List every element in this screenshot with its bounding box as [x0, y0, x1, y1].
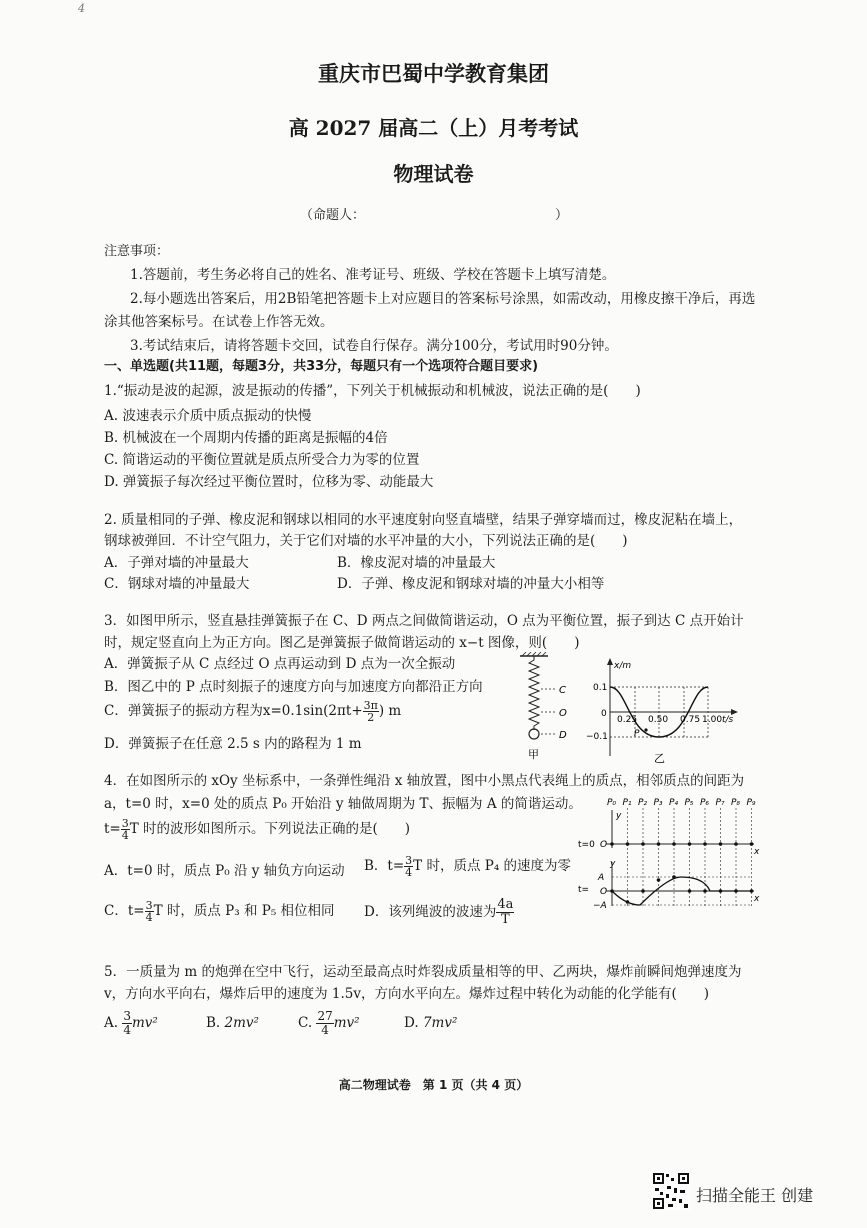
- particle-labels: [607, 798, 756, 808]
- row2-particle-dot: [610, 889, 614, 893]
- point-p-dot: [644, 728, 647, 731]
- note-item: 2.每小题选出答案后，用2B铅笔把答题卡上对应题目的答案标号涂黑，如需改动，用橡皮擦干净后，再选: [130, 291, 756, 307]
- q2-option-d: D．子弹、橡皮泥和钢球对墙的冲量大小相等: [337, 576, 605, 592]
- q2-option-c: C．钢球对墙的冲量最大: [104, 576, 250, 592]
- row2-x-label: x: [754, 894, 760, 904]
- fraction-numerator: 3π: [363, 699, 378, 712]
- row2-particle-dot: [688, 889, 692, 893]
- fraction: [316, 1010, 333, 1037]
- x-tick-4: 1.00: [702, 715, 723, 725]
- q4-t-eq: t=: [104, 821, 121, 837]
- q1-option-d: D. 弹簧振子每次经过平衡位置时，位移为零、动能最大: [104, 474, 434, 490]
- q3-phase-fraction: [363, 700, 379, 723]
- q4-option-d: [364, 898, 514, 927]
- note-item: 3.考试结束后，请将答题卡交回，试卷自行保存。满分100分，考试用时90分钟。: [130, 338, 618, 354]
- fraction-numerator: 4a: [497, 897, 514, 912]
- row2-particle-dot: [641, 889, 645, 893]
- fraction-denominator: 4: [123, 1023, 131, 1037]
- row1-particle-dot: [688, 842, 692, 846]
- q5-option-b: [206, 1012, 259, 1034]
- oscillator-ball: [529, 729, 539, 739]
- q4-figure-wave: [576, 796, 762, 914]
- option-letter: D.: [404, 1015, 419, 1031]
- row2-particle-dot: [672, 875, 676, 879]
- row2-particle-dot: [703, 889, 707, 893]
- row2-amp-neg: −A: [593, 901, 607, 911]
- graph-x-label: t/s: [722, 715, 734, 725]
- row1-x-label: x: [754, 847, 760, 857]
- q3-option-a: A．弹簧振子从 C 点经过 O 点再运动到 D 点为一次全振动: [104, 656, 456, 672]
- q4-stem-tail: T 时的波形如图所示。下列说法正确的是( ): [129, 821, 411, 837]
- q1-option-c: C. 简谐运动的平衡位置就是质点所受合力为零的位置: [104, 452, 420, 468]
- fraction-denominator: 4: [145, 911, 153, 924]
- row2-origin: O: [600, 887, 608, 897]
- row1-particle-dot: [750, 842, 754, 846]
- q2-stem-line1: 2. 质量相同的子弹、橡皮泥和钢球以相同的水平速度射向竖直墙壁，结果子弹穿墙而过，橡皮泥粘在墙上，: [104, 512, 743, 528]
- row2-particle-dot: [657, 878, 661, 882]
- particle-label-9: P₉: [746, 798, 756, 808]
- option-letter: C.: [298, 1015, 313, 1031]
- setter-open: （命题人：: [300, 208, 366, 223]
- graph-y-label: x/m: [614, 661, 632, 671]
- q5-option-c: [298, 1010, 360, 1037]
- note-item: 1.答题前，考生务必将自己的姓名、准考证号、班级、学校在答题卡上填写清楚。: [130, 267, 616, 283]
- setter-close: ）: [555, 208, 569, 223]
- q4-option-b: [364, 855, 571, 878]
- fraction-denominator: 4: [321, 1023, 329, 1037]
- option-letter: B.: [206, 1015, 221, 1031]
- caption-yi: 乙: [654, 752, 665, 764]
- fraction-numerator: 3: [123, 1009, 131, 1023]
- option-prefix: C．t=: [104, 903, 145, 919]
- option-tail: mv²: [333, 1015, 360, 1031]
- row2-particle-dot: [626, 900, 630, 904]
- q3-option-d: D．弹簧振子在任意 2.5 s 内的路程为 1 m: [104, 736, 362, 752]
- q4-option-c: [104, 900, 335, 923]
- row1-particle-dot: [657, 842, 661, 846]
- q5-option-a: [104, 1010, 158, 1037]
- y-tick-neg: −0.1: [586, 732, 608, 742]
- q1-option-a: A. 波速表示介质中质点振动的快慢: [104, 408, 312, 424]
- fraction-denominator: 4: [121, 829, 129, 842]
- fraction-denominator: T: [501, 912, 510, 927]
- q1-stem: 1.“振动是波的起源，波是振动的传播”，下列关于机械振动和机械波，说法正确的是( ): [104, 383, 641, 399]
- q5-stem-line2: v，方向水平向右，爆炸后甲的速度为 1.5v，方向水平向左。爆炸过程中转化为动能的化学能有( ): [104, 986, 710, 1002]
- x-tick-3: 0.75: [680, 715, 701, 725]
- q3-figure-xt-graph: [584, 656, 744, 764]
- q3-option-c-tail: ) m: [378, 703, 402, 719]
- row2-particle-dot: [734, 889, 738, 893]
- q3-option-b: B．图乙中的 P 点时刻振子的速度方向与加速度方向都沿正方向: [104, 679, 483, 695]
- q4-fraction-3-4: [121, 818, 130, 841]
- qr-code-icon: [652, 1172, 690, 1210]
- option-suffix: T 时，质点 P₃ 和 P₅ 相位相同: [153, 903, 335, 919]
- particle-label-8: P₈: [731, 798, 741, 808]
- q2-option-b: B．橡皮泥对墙的冲量最大: [337, 555, 496, 571]
- caption-jia: 甲: [528, 748, 539, 761]
- q5-option-d: [404, 1012, 457, 1034]
- label-c: C: [559, 685, 566, 696]
- particle-label-0: P₀: [607, 798, 617, 808]
- q4-stem-line2: a，t=0 时，x=0 处的质点 P₀ 开始沿 y 轴做周期为 T、振幅为 A 的简谐运动。: [104, 796, 582, 812]
- fraction-numerator: 3: [145, 899, 153, 912]
- row2-particle-dot: [719, 889, 723, 893]
- fraction-denominator: 2: [367, 711, 375, 724]
- particle-label-5: P₅: [684, 798, 694, 808]
- fraction: [404, 855, 413, 878]
- row1-particle-dot: [703, 842, 707, 846]
- q3-stem-line2: 时，规定竖直向上为正方向。图乙是弹簧振子做简谐运动的 x−t 图像，则( ): [104, 635, 580, 651]
- x-tick-1: 0.25: [617, 715, 638, 725]
- q5-stem-line1: 5．一质量为 m 的炮弹在空中飞行，运动至最高点时炸裂成质量相等的甲、乙两块，爆炸前瞬间炮弹速度为: [104, 964, 742, 980]
- y-arrow: [607, 658, 613, 665]
- row2-particles: [610, 875, 753, 904]
- scanner-watermark: 扫描全能王 创建: [696, 1186, 814, 1205]
- option-text: 2mv²: [224, 1015, 259, 1031]
- row1-y-label: y: [616, 811, 622, 821]
- label-o: O: [559, 708, 567, 719]
- q2-option-a: A．子弹对墙的冲量最大: [104, 555, 249, 571]
- q3-figure-spring: [514, 652, 584, 764]
- fraction-numerator: 27: [317, 1009, 333, 1023]
- subject-title: 物理试卷: [393, 162, 474, 186]
- row2-amp-pos: A: [598, 873, 605, 883]
- fraction-denominator: 4: [405, 866, 413, 879]
- particle-label-2: P₂: [638, 798, 648, 808]
- q4-stem-line3: [104, 818, 410, 841]
- row2-y-label: y: [610, 859, 616, 869]
- q2-stem-line2: 钢球被弹回．不计空气阻力，关于它们对墙的水平冲量的大小，下列说法正确的是( ): [104, 533, 628, 549]
- particle-label-4: P₄: [669, 798, 679, 808]
- row2-time-label: t=: [578, 885, 590, 895]
- row1-particle-dot: [719, 842, 723, 846]
- y-tick-zero: 0: [601, 709, 607, 719]
- note-item: 涂其他答案标号。在试卷上作答无效。: [104, 314, 334, 330]
- option-prefix: D．该列绳波的波速为: [364, 904, 497, 920]
- particle-label-3: P₃: [653, 798, 663, 808]
- question-setter: [300, 204, 568, 223]
- option-letter: A.: [104, 1015, 119, 1031]
- option-suffix: T 时，质点 P₄ 的速度为零: [413, 858, 572, 874]
- spring-coil: [529, 656, 539, 730]
- row2-particle-dot: [750, 889, 754, 893]
- row1-particle-dot: [641, 842, 645, 846]
- q3-option-c-text: C．弹簧振子的振动方程为x=0.1sin(2πt+: [104, 703, 363, 719]
- label-d: D: [559, 730, 567, 741]
- section-heading: 一、单选题(共11题，每题3分，共33分，每题只有一个选项符合题目要求): [104, 359, 539, 374]
- q3-stem-line1: 3．如图甲所示，竖直悬挂弹簧振子在 C、D 两点之间做简谐运动，O 点为平衡位置，振子到达 C 点开始计: [104, 613, 744, 629]
- q1-option-b: B. 机械波在一个周期内传播的距离是振幅的4倍: [104, 430, 388, 446]
- row1-time-label: t=0: [578, 840, 595, 850]
- y-tick-pos: 0.1: [593, 683, 608, 693]
- particle-label-6: P₆: [700, 798, 710, 808]
- row1-particle-dot: [734, 842, 738, 846]
- option-tail: mv²: [131, 1015, 158, 1031]
- fraction: [145, 900, 154, 923]
- particle-grid-lines: [628, 808, 752, 908]
- corner-mark: 4: [78, 2, 85, 15]
- fraction-numerator: 3: [405, 854, 413, 867]
- fraction: [122, 1010, 132, 1037]
- q4-option-a: A．t=0 时，质点 P₀ 沿 y 轴负方向运动: [104, 863, 345, 879]
- q3-option-c: [104, 700, 401, 723]
- row1-origin: O: [600, 840, 608, 850]
- particle-label-1: P₁: [622, 798, 632, 808]
- row1-particle-dot: [672, 842, 676, 846]
- exam-title: 高 2027 届高二（上）月考考试: [288, 116, 579, 140]
- page-footer: 高二物理试卷 第 1 页（共 4 页）: [338, 1078, 529, 1092]
- school-title: 重庆市巴蜀中学教育集团: [318, 61, 549, 86]
- fraction: [496, 898, 514, 927]
- x-tick-2: 0.50: [648, 715, 669, 725]
- row1-particle-dot: [626, 842, 630, 846]
- point-p-label: P: [634, 729, 640, 739]
- notes-heading: 注意事项：: [104, 244, 170, 259]
- row1-particle-dot: [610, 842, 614, 846]
- option-prefix: B．t=: [364, 858, 405, 874]
- q4-stem-line1: 4．在如图所示的 xOy 坐标系中，一条弹性绳沿 x 轴放置，图中小黑点代表绳上的质点，相邻质点的间距为: [104, 773, 745, 789]
- fraction-numerator: 3: [121, 817, 129, 830]
- option-text: 7mv²: [422, 1015, 458, 1031]
- particle-label-7: P₇: [715, 798, 725, 808]
